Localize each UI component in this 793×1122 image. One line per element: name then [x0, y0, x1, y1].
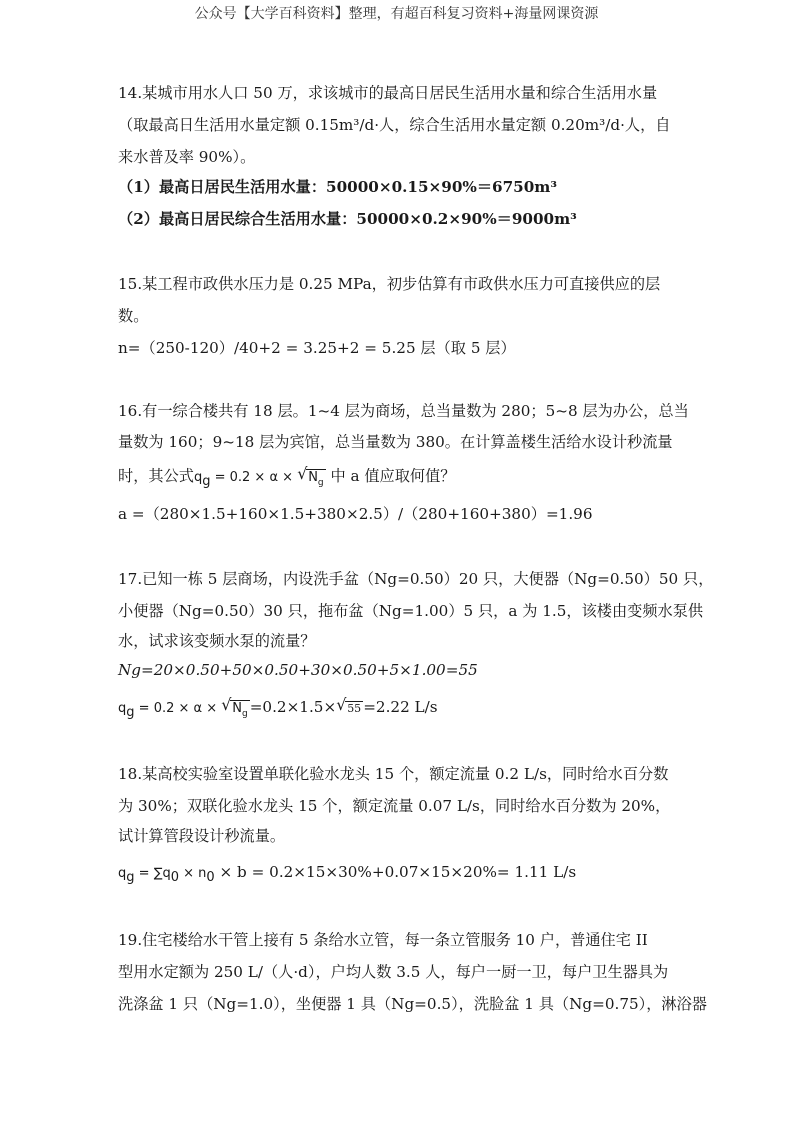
q19-line-2: 型用水定额为 250 L/（人·d），户均人数 3.5 人，每户一厨一卫，每户卫生器具为: [118, 963, 669, 981]
sqrt-symbol: √ $N_g$: [221, 695, 248, 719]
q14-line-3: 来水普及率 90%）。: [118, 148, 256, 166]
sqrt-symbol: √ $N_g$: [297, 464, 324, 488]
page-header: 公众号【大学百科资料】整理，有超百科复习资料+海量网课资源: [194, 6, 599, 22]
q18-line-1: 18.某高校实验室设置单联化验水龙头 15 个，额定流量 0.2 L/s，同时给水百分数: [118, 765, 669, 783]
q18-line-3: 试计算管段设计秒流量。: [118, 827, 286, 845]
q17-line-3: 水，试求该变频水泵的流量？: [118, 632, 316, 650]
q17-answer-2: qg = 0.2 × α × √ $N_g =0.2\times 1.5\times$ √ 55 =2.22 L/s: [118, 697, 438, 724]
q14-line-1: 14.某城市用水人口 50 万，求该城市的最高日居民生活用水量和综合生活用水量: [118, 84, 658, 102]
q16-line-3: 时，其公式qg = 0.2 × α × √ $N_g$ 中 a 值应取何值？: [118, 466, 456, 493]
q15-line-1: 15.某工程市政供水压力是 0.25 MPa，初步估算有市政供水压力可直接供应的层: [118, 275, 661, 293]
q18-line-2: 为 30%；双联化验水龙头 15 个，额定流量 0.07 L/s，同时给水百分数为 20%，: [118, 797, 671, 815]
q17-line-1: 17.已知一栋 5 层商场，内设洗手盆（Ng=0.50）20 只，大便器（Ng=0.50）50 只，: [118, 570, 714, 588]
q16-answer: a =（280×1.5+160×1.5+380×2.5）/（280+160+380）=1.96: [118, 505, 593, 523]
formula-q: q: [193, 470, 203, 485]
q18-answer: qg = ∑q0 × n0 × b = 0.2×15×30%+0.07×15×20%= 1.11 L/s: [118, 863, 577, 885]
q16-line-1: 16.有一综合楼共有 18 层。1~4 层为商场，总当量数为 280；5~8 层为办公，总当: [118, 402, 689, 420]
q19-line-1: 19.住宅楼给水干管上接有 5 条给水立管，每一条立管服务 10 户，普通住宅 II: [118, 931, 648, 949]
q17-answer-1: Ng=20×0.50+50×0.50+30×0.50+5×1.00=55: [118, 661, 478, 679]
q15-line-2: 数。: [118, 307, 149, 325]
q19-line-3: 洗涤盆 1 只（Ng=1.0），坐便器 1 具（Ng=0.5），洗脸盆 1 具（Ng=0.75），淋浴器: [118, 995, 707, 1013]
q17-line-2: 小便器（Ng=0.50）30 只，拖布盆（Ng=1.00）5 只，a 为 1.5，该楼由变频水泵供: [118, 602, 704, 620]
q14-answer-2: （2）最高日居民综合生活用水量：50000×0.2×90%＝9000m³: [118, 210, 577, 228]
q14-line-2: （取最高日生活用水量定额 0.15m³/d·人，综合生活用水量定额 0.20m³/d·人，自: [118, 116, 671, 134]
q15-answer: n=（250-120）/40+2 = 3.25+2 = 5.25 层（取 5 层）: [118, 339, 516, 357]
q16-line-2: 量数为 160；9~18 层为宾馆，总当量数为 380。在计算盖楼生活给水设计秒流量: [118, 433, 673, 451]
sqrt-symbol: √ 55: [336, 695, 362, 715]
q14-answer-1: （1）最高日居民生活用水量：50000×0.15×90%＝6750m³: [118, 178, 558, 196]
